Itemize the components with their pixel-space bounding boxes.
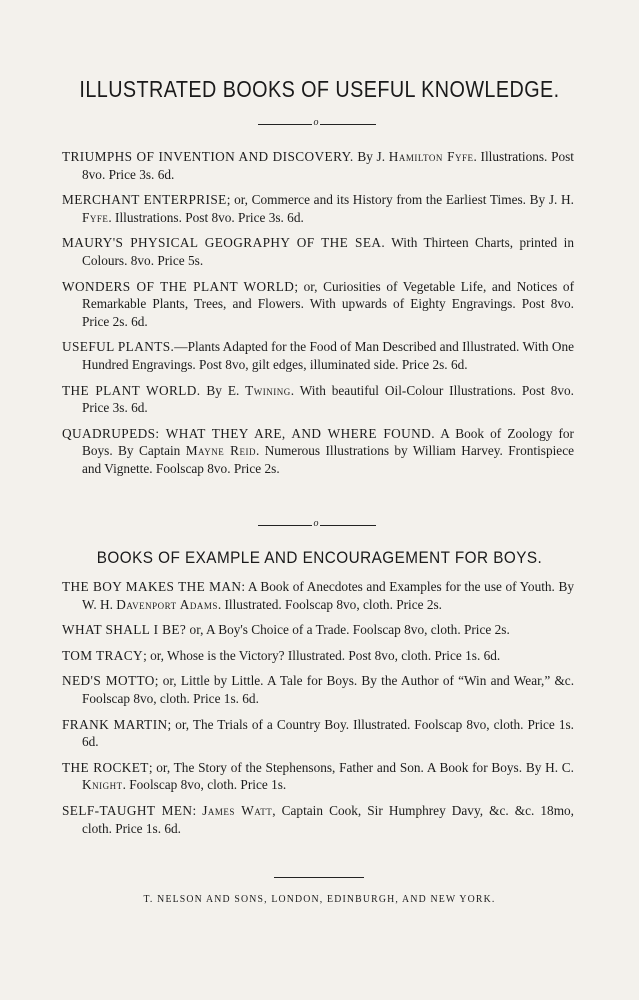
book-description: ; or, Whose is the Victory? Illustrated. Post 8vo, cloth. Price 1s. 6d.	[143, 647, 501, 663]
book-title: THE ROCKET	[62, 759, 149, 775]
book-author: Davenport Adams	[116, 596, 218, 612]
book-entry	[62, 148, 574, 183]
book-author: Fyfe	[82, 209, 109, 225]
useful-knowledge-list	[62, 148, 574, 486]
book-description: ; or, Little by Little. A Tale for Boys. By the Author of “Win and Wear,” &c. Foolscap 8vo, cloth. Price 1s. 6d.	[82, 673, 575, 706]
book-entry	[62, 647, 574, 665]
book-entry	[62, 578, 574, 613]
book-author: Mayne Reid	[185, 443, 256, 459]
bottom-rule	[274, 877, 364, 878]
book-details: . Illustrations. Post 8vo. Price 3s. 6d.	[82, 149, 574, 182]
book-title: WONDERS OF THE PLANT WORLD	[62, 278, 295, 294]
publisher-imprint: T. NELSON AND SONS, LONDON, EDINBURGH, AND NEW YORK.	[143, 894, 496, 905]
book-description: With Thirteen Charts, printed in Colours. 8vo. Price 5s.	[82, 235, 574, 268]
book-author: Knight	[82, 777, 123, 793]
book-description: : A Book of Anecdotes and Examples for the use of Youth. By W. H.	[82, 579, 574, 612]
book-author: Twining	[245, 382, 291, 398]
book-author: Hamilton Fyfe	[388, 149, 474, 164]
book-entry	[62, 382, 574, 417]
book-title: SELF-TAUGHT MEN	[62, 802, 193, 818]
book-entry	[62, 338, 574, 373]
book-title: MERCHANT ENTERPRISE	[62, 192, 227, 208]
ornamental-rule-top: o	[258, 119, 376, 131]
book-description: ; or, The Trials of a Country Boy. Illustrated. Foolscap 8vo, cloth. Price 1s. 6d.	[82, 716, 574, 750]
book-details: . With beautiful Oil-Colour Illustrations. Post 8vo. Price 3s. 6d.	[82, 382, 574, 416]
heading-books-for-boys: BOOKS OF EXAMPLE AND ENCOURAGEMENT FOR BOYS.	[96, 548, 543, 567]
book-entry	[62, 802, 574, 837]
book-description: —Plants Adapted for the Food of Man Described and Illustrated. With One Hundred Engravings. Post 8vo, gilt edges, illuminated side. Price 2s. 6d.	[82, 339, 574, 372]
book-description: or, A Boy's Choice of a Trade. Foolscap 8vo, cloth. Price 2s.	[186, 622, 510, 638]
book-details: . Numerous Illustrations by William Harvey. Frontispiece and Vignette. Foolscap 8vo. Price 2s.	[82, 443, 575, 476]
book-entry	[62, 716, 574, 751]
book-details: . Illustrated. Foolscap 8vo, cloth. Price 2s.	[217, 596, 443, 612]
book-details: . Illustrations. Post 8vo. Price 3s. 6d.	[108, 209, 304, 225]
book-title: WHAT SHALL I BE?	[62, 622, 187, 638]
book-description: ; or, The Story of the Stephensons, Father and Son. A Book for Boys. By H. C.	[148, 759, 574, 775]
book-title: THE PLANT WORLD.	[62, 382, 201, 398]
heading-useful-knowledge: ILLUSTRATED BOOKS OF USEFUL KNOWLEDGE.	[79, 76, 560, 102]
book-title: TRIUMPHS OF INVENTION AND DISCOVERY.	[62, 149, 354, 164]
books-for-boys-list	[62, 578, 574, 845]
book-title: MAURY'S PHYSICAL GEOGRAPHY OF THE SEA.	[62, 235, 386, 251]
book-entry	[62, 278, 574, 331]
book-description: By E.	[200, 382, 246, 398]
book-details: , Captain Cook, Sir Humphrey Davy, &c. &c. 18mo, cloth. Price 1s. 6d.	[82, 802, 575, 836]
book-title: QUADRUPEDS: WHAT THEY ARE, AND WHERE FOUND.	[62, 425, 435, 441]
book-description: A Book of Zoology for Boys. By Captain	[82, 425, 574, 459]
book-author: James Watt	[202, 802, 273, 818]
book-title: USEFUL PLANTS.	[62, 339, 175, 355]
book-entry	[62, 621, 574, 639]
book-description: ; or, Commerce and its History from the Earliest Times. By J. H.	[226, 192, 574, 208]
book-description: By J.	[353, 149, 389, 164]
book-title: FRANK MARTIN	[62, 716, 168, 732]
book-title: THE BOY MAKES THE MAN	[62, 579, 242, 594]
ornamental-rule-middle: o	[258, 520, 376, 532]
book-title: TOM TRACY	[62, 647, 144, 663]
book-description: :	[192, 802, 203, 818]
book-entry	[62, 191, 574, 226]
book-details: . Foolscap 8vo, cloth. Price 1s.	[122, 777, 287, 793]
book-entry	[62, 672, 574, 707]
book-title: NED'S MOTTO	[62, 673, 155, 689]
book-description: ; or, Curiosities of Vegetable Life, and Notices of Remarkable Plants, Trees, and Flowers. With upwards of Eighty Engravings. Post 8vo. Price 2s. 6d.	[82, 278, 574, 329]
book-entry	[62, 759, 574, 794]
book-entry	[62, 425, 574, 478]
book-entry	[62, 234, 574, 269]
